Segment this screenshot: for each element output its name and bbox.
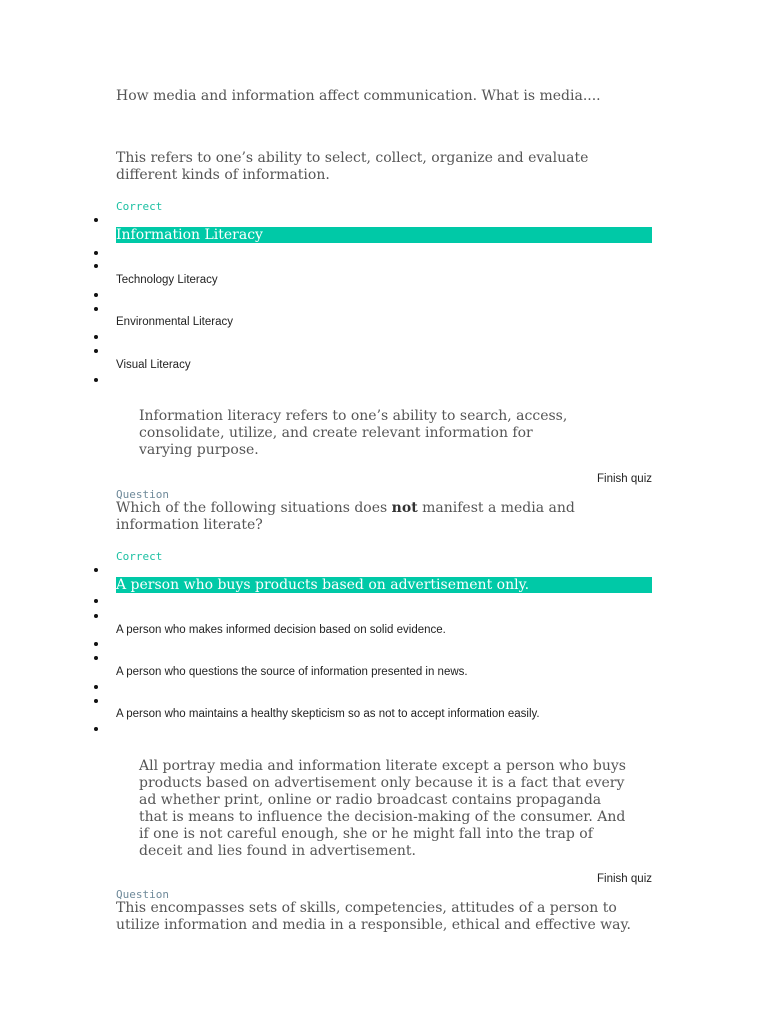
bullet-icon [94, 642, 98, 646]
question-1-text: This refers to one’s ability to select, collect, organize and evaluate different kinds of information. [116, 150, 589, 183]
bullet-icon [94, 218, 98, 222]
option[interactable]: A person who maintains a healthy skepticism so as not to accept information easily. [116, 708, 540, 720]
question-3-label: Question [116, 888, 169, 901]
option[interactable]: A person who makes informed decision based on solid evidence. [116, 624, 446, 636]
option-selected[interactable]: A person who buys products based on advertisement only. [116, 577, 652, 593]
question-3-text: This encompasses sets of skills, competencies, attitudes of a person to utilize information and media in a responsible, ethical and effective way. [116, 900, 632, 933]
question-text-bold: not [391, 500, 418, 516]
option[interactable]: Technology Literacy [116, 274, 218, 286]
question-text-part: Which of the following situations does [116, 500, 392, 516]
option[interactable]: Visual Literacy [116, 359, 191, 371]
option[interactable]: A person who questions the source of information presented in news. [116, 666, 468, 678]
question-1-status: Correct [116, 200, 163, 213]
bullet-icon [94, 685, 98, 689]
bullet-icon [94, 568, 98, 572]
bullet-icon [94, 727, 98, 731]
bullet-icon [94, 264, 98, 268]
question-text-part: manifest a media and information literate? [116, 500, 575, 533]
bullet-icon [94, 656, 98, 660]
option-selected[interactable]: Information Literacy [116, 227, 652, 243]
question-2-text [116, 500, 656, 534]
bullet-icon [94, 349, 98, 353]
bullet-icon [94, 335, 98, 339]
question-2-label: Question [116, 488, 169, 501]
question-2-explanation: All portray media and information literate except a person who buys products based on advertisement only because it is a fact that every ad whether print, online or radio broadcast contains propaganda that is means to influence the decision-making of the consumer. And if one is not careful enough, she or he might fall into the trap of deceit and lies found in advertisement. [139, 758, 626, 859]
bullet-icon [94, 293, 98, 297]
option[interactable]: Environmental Literacy [116, 316, 233, 328]
finish-quiz-link[interactable]: Finish quiz [597, 873, 652, 885]
question-2-status: Correct [116, 550, 163, 563]
page-title: How media and information affect communication. What is media.... [116, 88, 601, 104]
question-1-explanation: Information literacy refers to one’s ability to search, access, consolidate, utilize, and create relevant information for varying purpose. [139, 408, 568, 458]
finish-quiz-link[interactable]: Finish quiz [597, 473, 652, 485]
bullet-icon [94, 614, 98, 618]
bullet-icon [94, 699, 98, 703]
bullet-icon [94, 251, 98, 255]
bullet-icon [94, 599, 98, 603]
bullet-icon [94, 378, 98, 382]
bullet-icon [94, 307, 98, 311]
